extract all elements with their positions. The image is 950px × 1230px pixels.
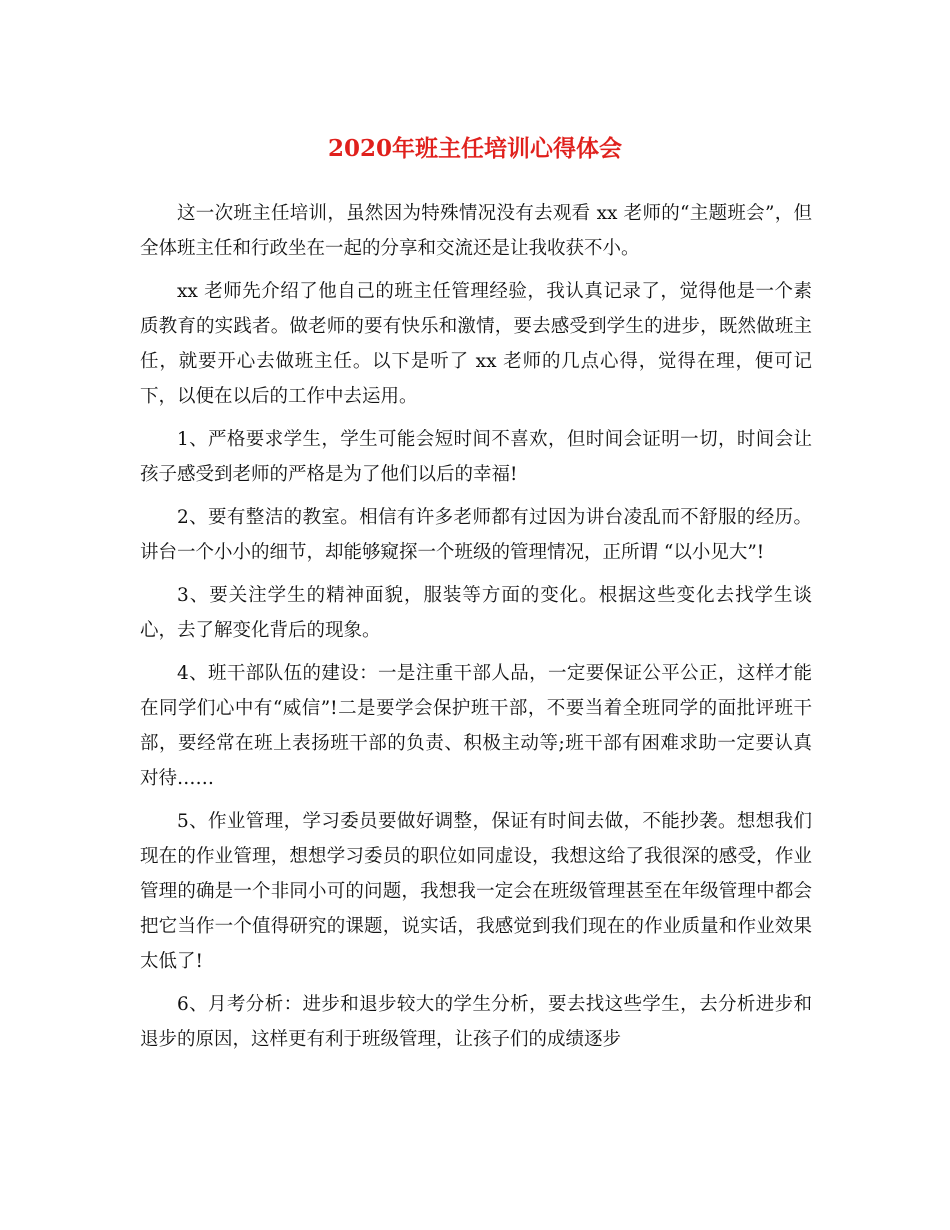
document-title: 2020年班主任培训心得体会 [327,135,622,162]
paragraph-point-5: 5、作业管理，学习委员要做好调整，保证有时间去做，不能抄袭。想想我们现在的作业管理，想想学习委员的职位如同虚设，我想这给了我很深的感受，作业管理的确是一个非同小可的问题，我想我一定会在班级管理甚至在年级管理中都会把它当作一个值得研究的课题，说实话，我感觉到我们现在的作业质量和作业效果太低了! [140,811,812,972]
paragraph-point-1: 1、严格要求学生，学生可能会短时间不喜欢，但时间会证明一切，时间会让孩子感受到老师的严格是为了他们以后的幸福! [140,429,812,485]
paragraph-point-4: 4、班干部队伍的建设：一是注重干部人品，一定要保证公平公正，这样才能在同学们心中有“威信”!二是要学会保护班干部，不要当着全班同学的面批评班干部，要经常在班上表扬班干部的负责、积极主动等;班干部有困难求助一定要认真对待…… [140,663,812,789]
document-body [140,196,812,1065]
paragraph-point-6: 6、月考分析：进步和退步较大的学生分析，要去找这些学生，去分析进步和退步的原因，这样更有利于班级管理，让孩子们的成绩逐步 [140,994,812,1050]
paragraph-point-3: 3、要关注学生的精神面貌，服装等方面的变化。根据这些变化去找学生谈心，去了解变化背后的现象。 [140,585,812,641]
paragraph-point-2: 2、要有整洁的教室。相信有许多老师都有过因为讲台凌乱而不舒服的经历。讲台一个小小的细节，却能够窥探一个班级的管理情况，正所谓 “以小见大”! [140,507,812,563]
paragraph-intro: 这一次班主任培训，虽然因为特殊情况没有去观看 xx 老师的“主题班会”，但全体班主任和行政坐在一起的分享和交流还是让我收获不小。 [140,203,812,259]
paragraph-teacher-experience: xx 老师先介绍了他自己的班主任管理经验，我认真记录了，觉得他是一个素质教育的实践者。做老师的要有快乐和激情，要去感受到学生的进步，既然做班主任，就要开心去做班主任。以下是听了 xx 老师的几点心得，觉得在理，便可记下，以便在以后的工作中去运用。 [140,281,812,407]
